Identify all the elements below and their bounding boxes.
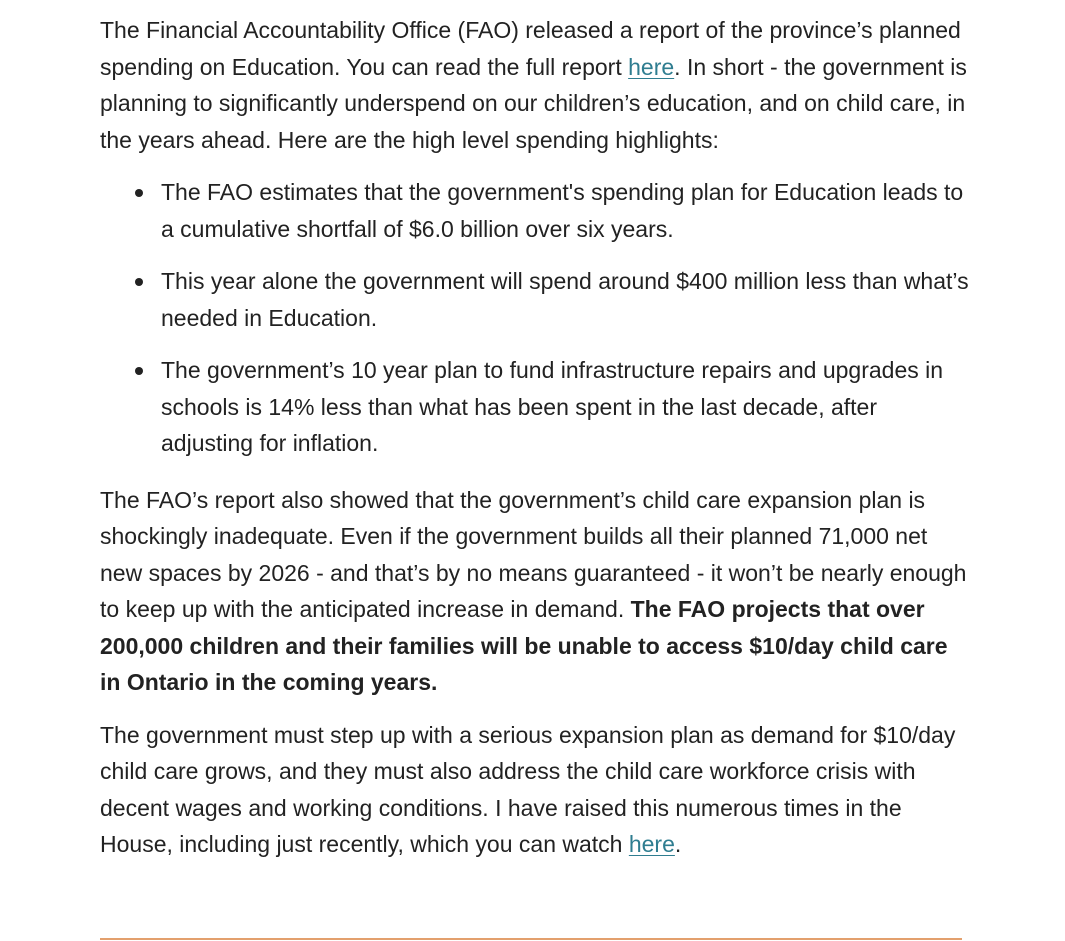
- section-divider: [100, 938, 962, 940]
- list-item-text: The FAO estimates that the government's spending plan for Education leads to a cumulative shortfall of $6.0 billion over six years.: [161, 179, 964, 242]
- list-item: [100, 352, 970, 462]
- list-item-text: The government’s 10 year plan to fund infrastructure repairs and upgrades in schools is 14% less than what has been spent in the last decade, after adjusting for inflation.: [161, 357, 944, 456]
- closing-paragraph: [100, 717, 970, 863]
- intro-paragraph: [100, 12, 970, 158]
- closing-text-end: .: [674, 831, 682, 857]
- child-care-paragraph: [100, 482, 970, 701]
- closing-text: The government must step up with a serious expansion plan as demand for $10/day child care grows, and they must also address the child care workforce crisis with decent wages and working conditions. I have raised this numerous times in the House, including just recently, which you can watch: [100, 721, 956, 857]
- bullet-icon: [135, 189, 143, 197]
- intro-text: The Financial Accountability Office (FAO) released a report of the province’s planned spending on Education. You can read the full report: [100, 17, 961, 80]
- spending-highlights-list: [100, 174, 970, 462]
- child-care-text: The FAO’s report also showed that the government’s child care expansion plan is shockingly inadequate. Even if the government builds all their planned 71,000 net new spaces by 2026 - and that’s by no means guaranteed - it won’t be nearly enough to keep up with the anticipated increase in demand.: [100, 486, 967, 622]
- full-report-link[interactable]: here: [628, 53, 675, 80]
- article-body: [100, 12, 970, 863]
- child-care-bold-text: The FAO projects that over 200,000 children and their families will be unable to access $10/day child care in Ontario in the coming years.: [100, 596, 948, 695]
- watch-video-link[interactable]: here: [628, 831, 675, 857]
- bullet-icon: [135, 278, 143, 286]
- intro-text-continued: . In short - the government is planning to significantly underspend on our children’s education, and on child care, in the years ahead. Here are the high level spending highlights:: [100, 53, 967, 153]
- bullet-icon: [135, 367, 143, 375]
- list-item: [100, 263, 970, 336]
- list-item: [100, 174, 970, 247]
- list-item-text: This year alone the government will spend around $400 million less than what’s needed in Education.: [161, 268, 969, 331]
